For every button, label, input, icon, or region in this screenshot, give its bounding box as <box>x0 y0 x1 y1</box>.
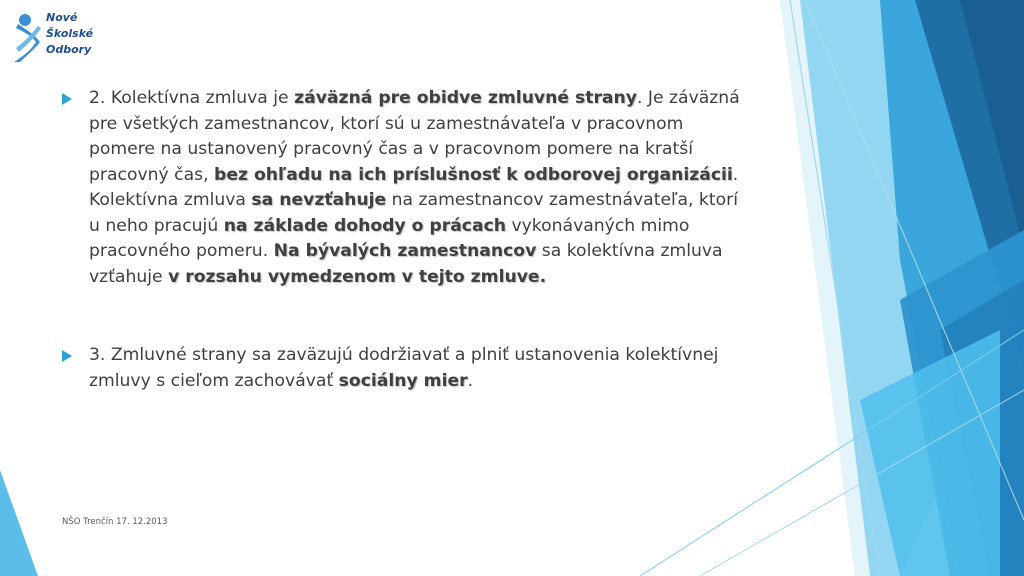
paragraph-2 <box>89 343 742 394</box>
logo <box>10 10 120 66</box>
bold-text-segment: sa nevzťahuje <box>251 190 387 210</box>
text-segment: . Kolektívna zmluva <box>89 164 739 210</box>
bullet-item-2 <box>62 343 742 394</box>
bullet-arrow-icon <box>62 350 72 362</box>
bold-text-segment: záväzná pre obidve zmluvné strany <box>294 88 637 108</box>
footer-text: NŠO Trenčín 17. 12.2013 <box>62 517 168 527</box>
text-segment: . <box>467 370 474 391</box>
text-segment: sa kolektívna zmluva vzťahuje <box>89 241 723 287</box>
logo-line-1: Nové <box>46 11 78 24</box>
logo-line-2: Školské <box>46 27 94 40</box>
logo-text <box>46 10 93 58</box>
text-segment: 3. Zmluvné strany sa zaväzujú dodržiavať a plniť ustanovenia kolektívnej zmluvy s cieľom zachovávať <box>89 345 719 391</box>
bold-text-segment: na základe dohody o prácach <box>223 215 506 236</box>
bold-text-segment: Na bývalých zamestnancov <box>273 241 537 261</box>
bullet-item-1 <box>62 86 742 290</box>
text-segment: . Je záväzná pre všetkých zamestnancov, ktorí sú u zamestnávateľa v pracovnom pomere na ustanovený pracovný čas a v pracovnom pomere na kratší pracovný čas, <box>89 88 740 185</box>
paragraph-1 <box>89 86 742 290</box>
bold-text-segment: v rozsahu vymedzenom v tejto zmluve. <box>168 266 547 287</box>
ribbon-icon <box>10 12 44 64</box>
bold-text-segment: bez ohľadu na ich príslušnosť k odborovej organizácii <box>214 164 733 185</box>
slide-content <box>62 86 742 394</box>
left-corner-triangle <box>0 470 38 576</box>
bullet-arrow-icon <box>62 93 72 105</box>
text-segment: vykonávaných mimo pracovného pomeru. <box>89 215 690 261</box>
logo-line-3: Odbory <box>46 43 92 56</box>
text-segment: 2. Kolektívna zmluva je <box>89 88 295 108</box>
bold-text-segment: sociálny mier <box>338 370 468 391</box>
text-segment: na zamestnancov zamestnávateľa, ktorí u neho pracujú <box>89 190 738 236</box>
